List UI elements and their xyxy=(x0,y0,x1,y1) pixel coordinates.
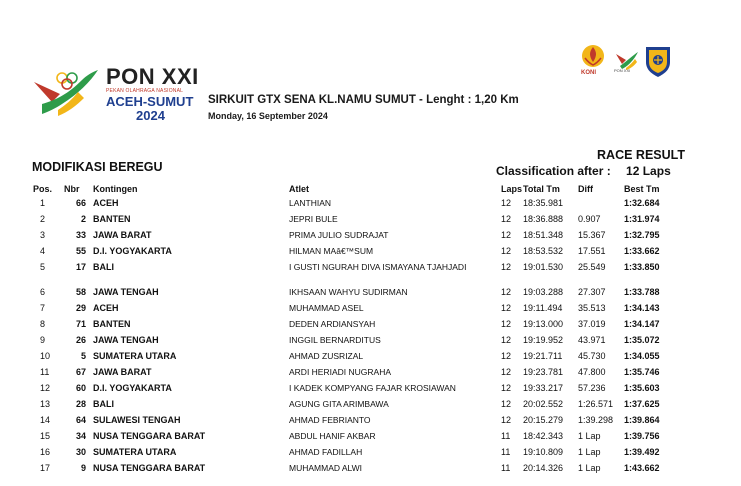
pon-small-label: PON XXI xyxy=(614,68,631,73)
table-row xyxy=(32,212,692,228)
row-total-time: 19:11.494 xyxy=(523,303,563,313)
row-kontingen: SULAWESI TENGAH xyxy=(93,415,181,425)
row-diff: 17.551 xyxy=(578,246,606,256)
row-atlet: AHMAD FEBRIANTO xyxy=(289,415,371,425)
row-total-time: 19:13.000 xyxy=(523,319,564,329)
table-row xyxy=(32,285,692,301)
row-kontingen: ACEH xyxy=(93,303,119,313)
row-nbr: 28 xyxy=(75,399,86,409)
venue-line: SIRKUIT GTX SENA KL.NAMU SUMUT - Lenght : 1,20 Km xyxy=(208,94,519,106)
row-pos: 13 xyxy=(40,399,51,409)
row-best-time: 1:43.662 xyxy=(624,463,660,473)
table-row xyxy=(32,228,692,244)
row-kontingen: JAWA TENGAH xyxy=(93,287,159,297)
classification-line xyxy=(496,164,671,178)
row-diff: 25.549 xyxy=(578,262,606,272)
row-diff: 1:26.571 xyxy=(578,399,614,409)
row-laps: 12 xyxy=(501,351,512,361)
row-best-time: 1:33.662 xyxy=(624,246,660,256)
row-laps: 12 xyxy=(501,230,512,240)
row-best-time: 1:31.974 xyxy=(624,214,660,224)
table-row xyxy=(32,429,692,445)
row-pos: 14 xyxy=(40,415,51,425)
row-pos: 4 xyxy=(40,246,46,256)
row-nbr: 26 xyxy=(75,335,86,345)
table-row xyxy=(32,445,692,461)
row-laps: 12 xyxy=(501,335,512,345)
header-atlet: Atlet xyxy=(289,184,309,194)
row-kontingen: JAWA BARAT xyxy=(93,230,152,240)
pon-host: ACEH-SUMUT xyxy=(106,94,194,109)
pon-subtitle: PEKAN OLAHRAGA NASIONAL xyxy=(106,88,184,94)
header-best-time: Best Tm xyxy=(624,184,660,194)
row-diff: 1 Lap xyxy=(578,447,601,457)
row-kontingen: JAWA BARAT xyxy=(93,367,152,377)
row-kontingen: D.I. YOGYAKARTA xyxy=(93,383,172,393)
row-atlet: I GUSTI NGURAH DIVA ISMAYANA TJAHJADI xyxy=(289,262,467,272)
row-atlet: PRIMA JULIO SUDRAJAT xyxy=(289,230,389,240)
table-row xyxy=(32,244,692,260)
row-nbr: 30 xyxy=(75,447,86,457)
row-best-time: 1:39.492 xyxy=(624,447,660,457)
row-pos: 3 xyxy=(40,230,46,240)
row-total-time: 20:15.279 xyxy=(523,415,564,425)
row-pos: 7 xyxy=(40,303,46,313)
row-total-time: 19:33.217 xyxy=(523,383,564,393)
row-nbr: 66 xyxy=(75,198,86,208)
table-row xyxy=(32,461,692,477)
row-nbr: 71 xyxy=(75,319,86,329)
row-atlet: IKHSAAN WAHYU SUDIRMAN xyxy=(289,287,408,297)
row-diff: 0.907 xyxy=(578,214,601,224)
row-atlet: INGGIL BERNARDITUS xyxy=(289,335,381,345)
row-total-time: 19:23.781 xyxy=(523,367,564,377)
classification-laps: 12 Laps xyxy=(626,164,671,178)
row-total-time: 18:35.981 xyxy=(523,198,564,208)
row-atlet: HILMAN MAâ€™SUM xyxy=(289,246,374,256)
table-row xyxy=(32,260,692,285)
row-atlet: AHMAD FADILLAH xyxy=(289,447,363,457)
row-total-time: 19:10.809 xyxy=(523,447,564,457)
row-diff: 35.513 xyxy=(578,303,606,313)
table-row xyxy=(32,349,692,365)
classification-label: Classification after : xyxy=(496,164,611,178)
row-laps: 12 xyxy=(501,319,512,329)
header-total-time: Total Tm xyxy=(523,184,560,194)
row-total-time: 19:03.288 xyxy=(523,287,564,297)
pon-wordmark xyxy=(106,66,199,123)
row-laps: 12 xyxy=(501,262,512,272)
row-atlet: MUHAMMAD ASEL xyxy=(289,303,364,313)
row-laps: 12 xyxy=(501,303,512,313)
table-row xyxy=(32,196,692,212)
row-laps: 12 xyxy=(501,383,512,393)
row-best-time: 1:37.625 xyxy=(624,399,660,409)
header-diff: Diff xyxy=(578,184,593,194)
row-kontingen: D.I. YOGYAKARTA xyxy=(93,246,172,256)
row-laps: 11 xyxy=(501,447,511,457)
partner-logos xyxy=(578,44,678,80)
row-pos: 9 xyxy=(40,335,46,345)
row-best-time: 1:35.603 xyxy=(624,383,660,393)
row-laps: 12 xyxy=(501,246,512,256)
row-kontingen: BALI xyxy=(93,262,114,272)
row-kontingen: NUSA TENGGARA BARAT xyxy=(93,431,206,441)
table-header xyxy=(32,182,692,196)
row-diff: 43.971 xyxy=(578,335,606,345)
row-best-time: 1:34.143 xyxy=(624,303,660,313)
pon-logo xyxy=(32,60,210,130)
row-best-time: 1:33.850 xyxy=(624,262,660,272)
results-table xyxy=(32,182,692,477)
row-atlet: MUHAMMAD ALWI xyxy=(289,463,363,473)
row-nbr: 29 xyxy=(75,303,86,313)
row-pos: 12 xyxy=(40,383,51,393)
row-kontingen: NUSA TENGGARA BARAT xyxy=(93,463,206,473)
row-atlet: JEPRI BULE xyxy=(289,214,338,224)
row-diff: 45.730 xyxy=(578,351,606,361)
pon-emblem-icon xyxy=(32,60,104,124)
row-atlet: ARDI HERIADI NUGRAHA xyxy=(289,367,392,377)
row-diff: 37.019 xyxy=(578,319,606,329)
row-best-time: 1:39.864 xyxy=(624,415,660,425)
row-best-time: 1:33.788 xyxy=(624,287,660,297)
header-pos: Pos. xyxy=(33,184,53,194)
row-diff: 47.800 xyxy=(578,367,606,377)
event-date: Monday, 16 September 2024 xyxy=(208,111,328,121)
header-kontingen: Kontingen xyxy=(93,184,138,194)
row-laps: 11 xyxy=(501,463,511,473)
row-laps: 12 xyxy=(501,287,512,297)
row-diff: 27.307 xyxy=(578,287,606,297)
row-atlet: ABDUL HANIF AKBAR xyxy=(289,431,376,441)
row-diff: 1 Lap xyxy=(578,431,601,441)
row-pos: 10 xyxy=(40,351,51,361)
row-nbr: 67 xyxy=(75,367,86,377)
row-pos: 5 xyxy=(40,262,46,272)
table-row xyxy=(32,333,692,349)
row-best-time: 1:34.055 xyxy=(624,351,660,361)
header-nbr: Nbr xyxy=(64,184,80,194)
row-best-time: 1:34.147 xyxy=(624,319,660,329)
row-diff: 1:39.298 xyxy=(578,415,614,425)
row-nbr: 5 xyxy=(80,351,86,361)
row-kontingen: JAWA TENGAH xyxy=(93,335,159,345)
row-best-time: 1:32.795 xyxy=(624,230,660,240)
row-laps: 12 xyxy=(501,198,512,208)
row-kontingen: BANTEN xyxy=(93,214,131,224)
row-pos: 1 xyxy=(40,198,46,208)
table-row xyxy=(32,301,692,317)
row-laps: 12 xyxy=(501,415,512,425)
row-kontingen: ACEH xyxy=(93,198,119,208)
row-diff: 1 Lap xyxy=(578,463,601,473)
row-laps: 12 xyxy=(501,214,512,224)
row-atlet: LANTHIAN xyxy=(289,198,332,208)
row-total-time: 19:01.530 xyxy=(523,262,564,272)
row-nbr: 55 xyxy=(75,246,86,256)
row-laps: 11 xyxy=(501,431,511,441)
row-nbr: 34 xyxy=(75,431,86,441)
row-total-time: 19:21.711 xyxy=(523,351,563,361)
race-result-title: RACE RESULT xyxy=(597,148,685,162)
row-kontingen: SUMATERA UTARA xyxy=(93,447,177,457)
row-diff: 15.367 xyxy=(578,230,606,240)
row-atlet: AGUNG GITA ARIMBAWA xyxy=(289,399,389,409)
row-laps: 12 xyxy=(501,367,512,377)
row-pos: 8 xyxy=(40,319,46,329)
table-row xyxy=(32,413,692,429)
row-total-time: 20:14.326 xyxy=(523,463,564,473)
table-row xyxy=(32,397,692,413)
row-diff: 57.236 xyxy=(578,383,606,393)
row-nbr: 9 xyxy=(80,463,86,473)
row-total-time: 19:19.952 xyxy=(523,335,564,345)
row-kontingen: SUMATERA UTARA xyxy=(93,351,177,361)
row-nbr: 2 xyxy=(80,214,86,224)
event-title: MODIFIKASI BEREGU xyxy=(32,160,163,174)
row-nbr: 58 xyxy=(75,287,86,297)
pon-small-logo-icon xyxy=(614,46,640,78)
pon-title: PON XXI xyxy=(106,64,199,89)
row-best-time: 1:32.684 xyxy=(624,198,660,208)
row-total-time: 18:42.343 xyxy=(523,431,564,441)
row-pos: 6 xyxy=(40,287,46,297)
row-kontingen: BALI xyxy=(93,399,114,409)
header-laps: Laps xyxy=(501,184,523,194)
row-kontingen: BANTEN xyxy=(93,319,131,329)
row-total-time: 18:36.888 xyxy=(523,214,564,224)
row-nbr: 64 xyxy=(75,415,86,425)
shield-logo-icon xyxy=(644,44,672,78)
row-laps: 12 xyxy=(501,399,512,409)
row-atlet: AHMAD ZUSRIZAL xyxy=(289,351,364,361)
table-row xyxy=(32,365,692,381)
row-total-time: 18:53.532 xyxy=(523,246,564,256)
row-total-time: 20:02.552 xyxy=(523,399,564,409)
row-best-time: 1:39.756 xyxy=(624,431,660,441)
row-total-time: 18:51.348 xyxy=(523,230,564,240)
row-best-time: 1:35.072 xyxy=(624,335,660,345)
table-row xyxy=(32,317,692,333)
row-nbr: 17 xyxy=(75,262,86,272)
row-pos: 15 xyxy=(40,431,51,441)
row-atlet: I KADEK KOMPYANG FAJAR KROSIAWAN xyxy=(289,383,456,393)
row-pos: 17 xyxy=(40,463,51,473)
table-row xyxy=(32,381,692,397)
row-best-time: 1:35.746 xyxy=(624,367,660,377)
row-pos: 2 xyxy=(40,214,46,224)
row-atlet: DEDEN ARDIANSYAH xyxy=(289,319,376,329)
row-nbr: 33 xyxy=(75,230,86,240)
row-pos: 16 xyxy=(40,447,51,457)
row-nbr: 60 xyxy=(75,383,86,393)
koni-label: KONI xyxy=(581,70,596,76)
pon-year: 2024 xyxy=(136,108,165,123)
row-pos: 11 xyxy=(40,367,50,377)
